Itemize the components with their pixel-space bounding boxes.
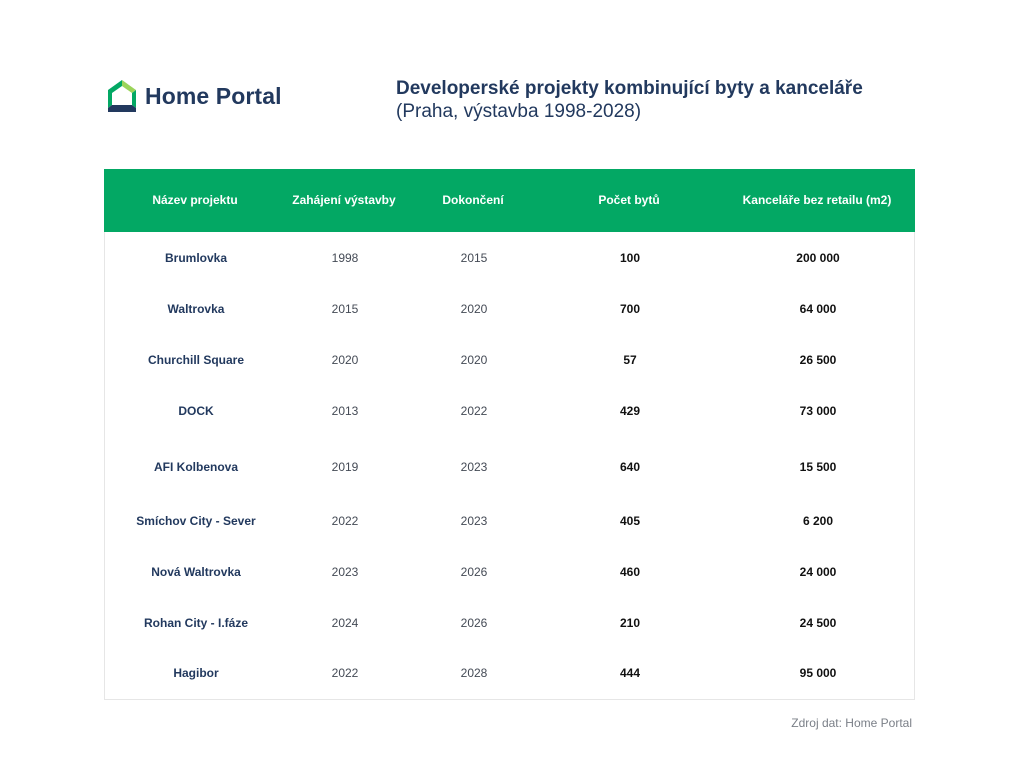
table-header: [104, 169, 915, 232]
cell-project-name: Rohan City - I.fáze: [143, 616, 249, 630]
cell-construction-start: 2019: [331, 460, 359, 474]
table-row: [105, 350, 914, 370]
table-row: [105, 401, 914, 421]
cell-apartment-count: 700: [619, 302, 641, 316]
header-office-area: Kanceláře bez retailu (m2): [742, 193, 892, 207]
cell-completion: 2015: [460, 251, 488, 265]
cell-construction-start: 1998: [331, 251, 359, 265]
page-subtitle: (Praha, výstavba 1998-2028): [396, 101, 642, 122]
cell-office-area: 64 000: [799, 302, 837, 316]
cell-apartment-count: 405: [619, 514, 641, 528]
cell-apartment-count: 460: [619, 565, 641, 579]
cell-completion: 2020: [460, 353, 488, 367]
cell-office-area: 24 500: [799, 616, 837, 630]
cell-completion: 2028: [460, 666, 488, 680]
cell-completion: 2023: [460, 514, 488, 528]
cell-apartment-count: 57: [623, 353, 637, 367]
data-source-note: Zdroj dat: Home Portal: [791, 716, 912, 730]
cell-project-name: AFI Kolbenova: [153, 460, 239, 474]
table-row: [105, 613, 914, 633]
cell-construction-start: 2020: [331, 353, 359, 367]
cell-office-area: 26 500: [799, 353, 837, 367]
cell-completion: 2022: [460, 404, 488, 418]
cell-construction-start: 2022: [331, 514, 359, 528]
title-block: [396, 77, 936, 123]
cell-completion: 2026: [460, 565, 488, 579]
cell-completion: 2023: [460, 460, 488, 474]
projects-table: [104, 169, 915, 700]
cell-office-area: 24 000: [799, 565, 837, 579]
cell-project-name: Hagibor: [173, 666, 219, 680]
cell-office-area: 95 000: [799, 666, 837, 680]
cell-apartment-count: 210: [619, 616, 641, 630]
cell-construction-start: 2024: [331, 616, 359, 630]
cell-project-name: Churchill Square: [147, 353, 245, 367]
cell-project-name: Nová Waltrovka: [151, 565, 241, 579]
cell-apartment-count: 640: [619, 460, 641, 474]
table-row: [105, 457, 914, 477]
cell-office-area: 73 000: [799, 404, 837, 418]
table-row: [105, 562, 914, 582]
header-construction-start: Zahájení výstavby: [292, 193, 396, 207]
cell-office-area: 6 200: [802, 514, 834, 528]
cell-completion: 2020: [460, 302, 488, 316]
cell-office-area: 200 000: [796, 251, 840, 265]
cell-construction-start: 2013: [331, 404, 359, 418]
header-completion: Dokončení: [442, 193, 504, 207]
table-row: [105, 511, 914, 531]
cell-construction-start: 2023: [331, 565, 359, 579]
table-row: [105, 663, 914, 683]
cell-completion: 2026: [460, 616, 488, 630]
cell-apartment-count: 100: [619, 251, 641, 265]
cell-project-name: DOCK: [178, 404, 214, 418]
cell-apartment-count: 429: [619, 404, 641, 418]
cell-construction-start: 2015: [331, 302, 359, 316]
header-project-name: Název projektu: [152, 193, 238, 207]
table-row: [105, 299, 914, 319]
page-title: Developerské projekty kombinující byty a kanceláře: [396, 78, 863, 99]
cell-project-name: Smíchov City - Sever: [136, 514, 256, 528]
cell-project-name: Waltrovka: [167, 302, 225, 316]
brand-logo: [106, 78, 282, 114]
brand-name: Home Portal: [145, 82, 282, 109]
house-logo-icon: [106, 78, 138, 114]
cell-project-name: Brumlovka: [164, 251, 228, 265]
table-row: [105, 248, 914, 268]
cell-construction-start: 2022: [331, 666, 359, 680]
cell-apartment-count: 444: [619, 666, 641, 680]
header-apartment-count: Počet bytů: [598, 193, 660, 207]
cell-office-area: 15 500: [799, 460, 837, 474]
